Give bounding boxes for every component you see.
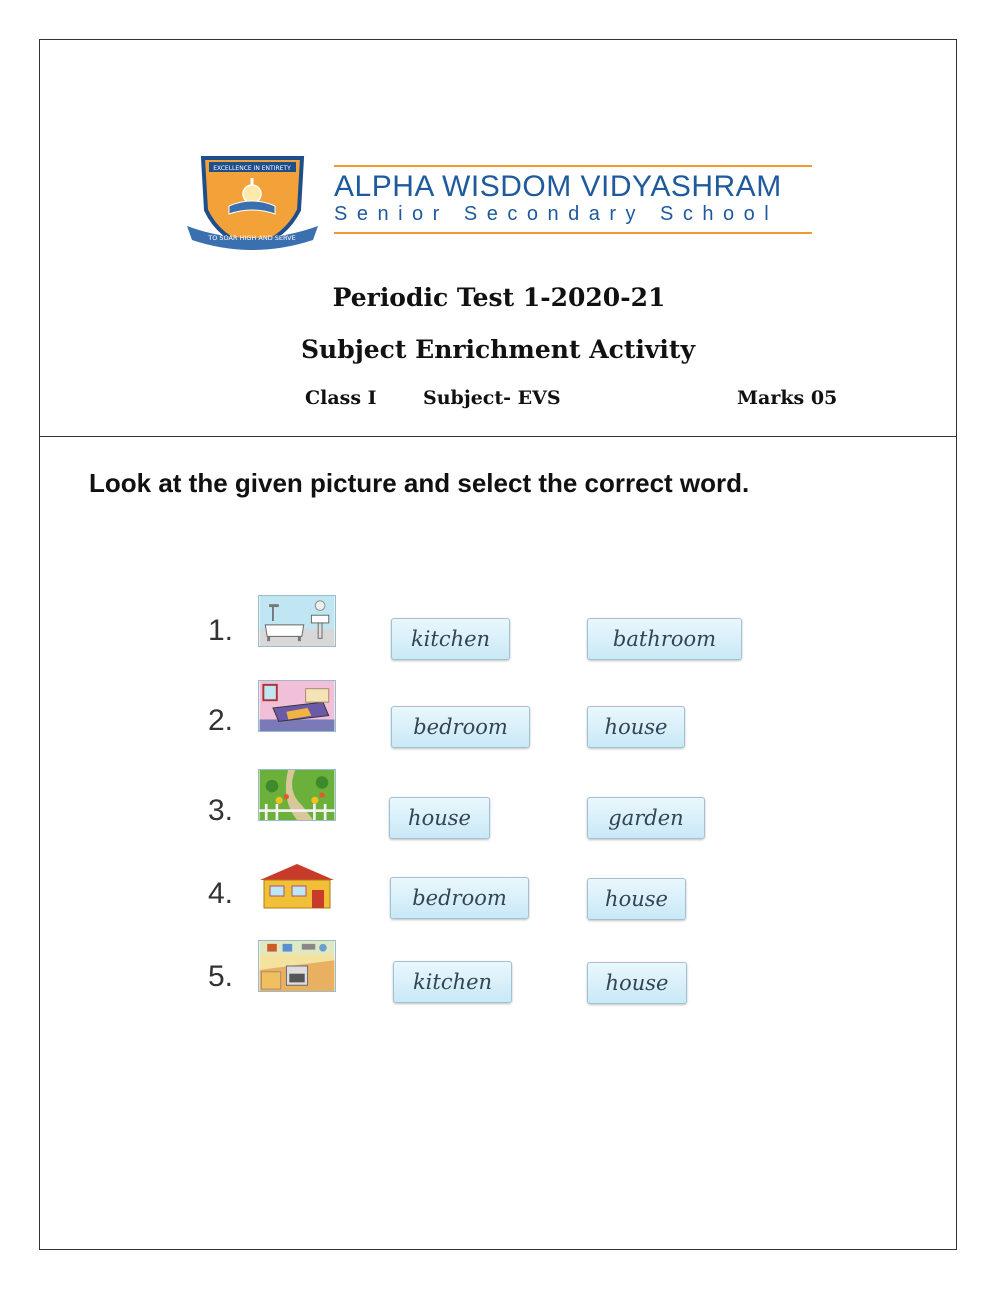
option-garden[interactable]: garden xyxy=(587,797,705,839)
option-house[interactable]: house xyxy=(587,706,685,748)
house-picture xyxy=(258,860,336,912)
class-label: Class I xyxy=(305,387,377,409)
option-house[interactable]: house xyxy=(587,878,686,920)
option-bathroom[interactable]: bathroom xyxy=(587,618,742,660)
marks-label: Marks 05 xyxy=(737,387,838,409)
header-divider xyxy=(40,436,956,437)
crest-motto-top: EXCELLENCE IN ENTIRETY xyxy=(213,165,291,172)
worksheet-page xyxy=(39,39,957,1250)
option-bedroom[interactable]: bedroom xyxy=(390,877,529,919)
school-name-bottom-rule xyxy=(334,232,812,234)
option-house[interactable]: house xyxy=(389,797,490,839)
option-bedroom[interactable]: bedroom xyxy=(391,706,530,748)
question-number: 5. xyxy=(208,960,234,993)
bedroom-picture xyxy=(258,680,336,732)
question-number: 4. xyxy=(208,877,234,910)
test-title: Periodic Test 1-2020-21 xyxy=(332,283,666,312)
subject-label: Subject- EVS xyxy=(423,387,561,409)
question-number: 1. xyxy=(208,614,234,647)
option-kitchen[interactable]: kitchen xyxy=(393,961,512,1003)
instruction-text: Look at the given picture and select the correct word. xyxy=(89,468,750,498)
option-kitchen[interactable]: kitchen xyxy=(391,618,510,660)
question-number: 2. xyxy=(208,704,234,737)
school-name: ALPHA WISDOM VIDYASHRAM xyxy=(334,170,782,203)
question-number: 3. xyxy=(208,794,234,827)
test-subtitle: Subject Enrichment Activity xyxy=(301,335,695,364)
kitchen-picture xyxy=(258,940,336,992)
bathroom-picture xyxy=(258,595,336,647)
school-name-top-rule xyxy=(334,165,812,167)
school-crest-logo xyxy=(185,150,320,252)
crest-motto-bottom: TO SOAR HIGH AND SERVE xyxy=(208,234,296,242)
garden-picture xyxy=(258,769,336,821)
school-subtitle: Senior Secondary School xyxy=(334,203,779,225)
option-house[interactable]: house xyxy=(587,962,687,1004)
